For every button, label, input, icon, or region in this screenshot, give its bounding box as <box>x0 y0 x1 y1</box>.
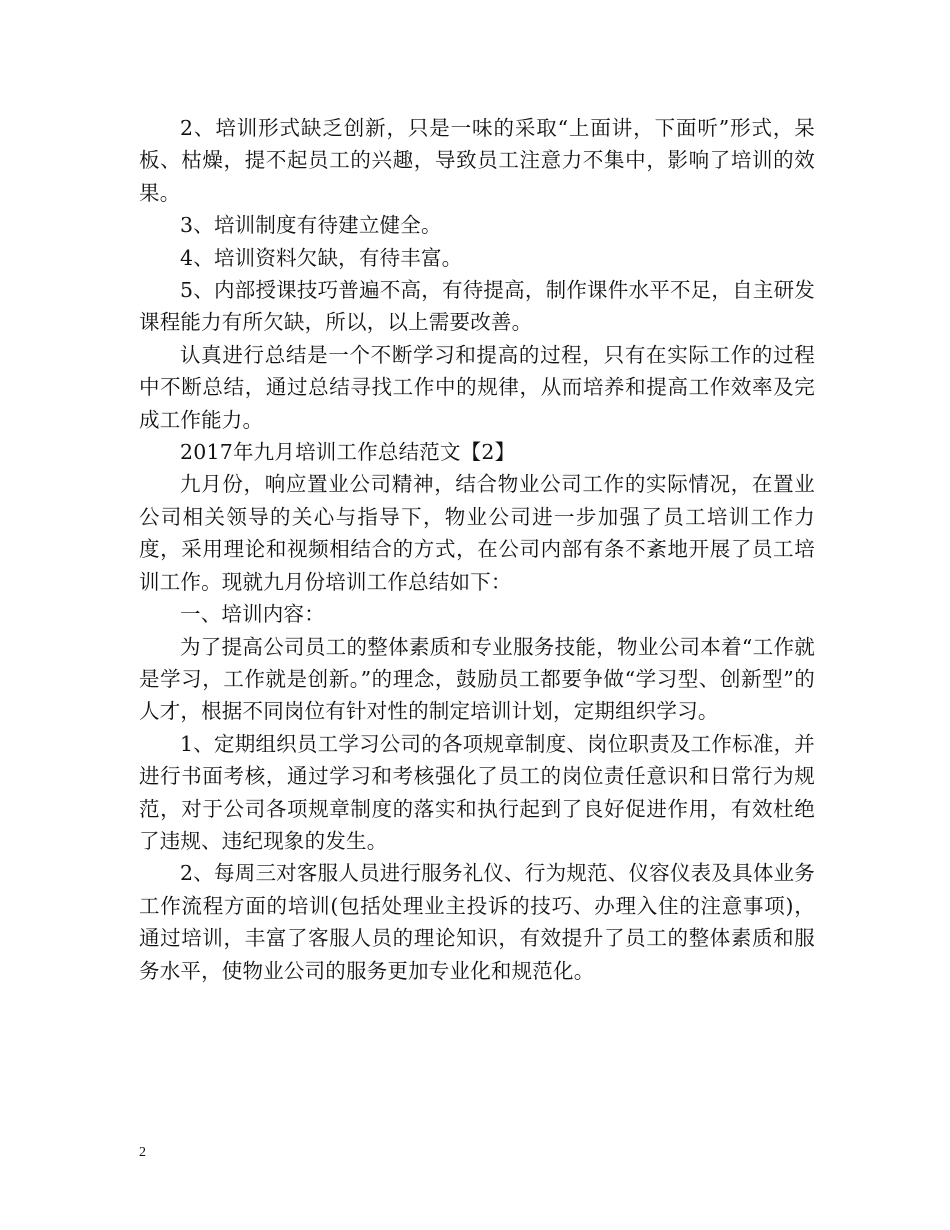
paragraph-issue-3: 3、培训制度有待建立健全。 <box>180 213 442 238</box>
paragraph-intro: 九月份，响应置业公司精神，结合物业公司工作的实际情况，在置业公司相关领导的关心与指导下，物业公司进一步加强了员工培训工作力度，采用理论和视频相结合的方式，在公司内部有条不紊地开展了员工培训工作。现就九月份培训工作总结如下： <box>139 472 815 594</box>
subheading-training-content: 一、培训内容： <box>180 602 325 627</box>
page-number: 2 <box>139 1145 146 1160</box>
document-body <box>139 112 815 987</box>
paragraph-training-item-1: 1、定期组织员工学习公司的各项规章制度、岗位职责及工作标准，并进行书面考核，通过学习和考核强化了员工的岗位责任意识和日常行为规范，对于公司各项规章制度的落实和执行起到了良好促进作用，有效杜绝了违规、违纪现象的发生。 <box>139 731 815 853</box>
paragraph-issue-5: 5、内部授课技巧普遍不高，有待提高，制作课件水平不足，自主研发课程能力有所欠缺，所以，以上需要改善。 <box>139 278 815 335</box>
paragraph-conclusion: 认真进行总结是一个不断学习和提高的过程，只有在实际工作的过程中不断总结，通过总结寻找工作中的规律，从而培养和提高工作效率及完成工作能力。 <box>139 342 815 432</box>
paragraph-training-item-2: 2、每周三对客服人员进行服务礼仪、行为规范、仪容仪表及具体业务工作流程方面的培训(包括处理业主投诉的技巧、办理入住的注意事项)，通过培训，丰富了客服人员的理论知识，有效提升了员工的整体素质和服务水平，使物业公司的服务更加专业化和规范化。 <box>139 861 815 983</box>
section-heading: 2017年九月培训工作总结范文【2】 <box>180 440 516 465</box>
paragraph-issue-2: 2、培训形式缺乏创新，只是一味的采取“上面讲，下面听”形式，呆板、枯燥，提不起员工的兴趣，导致员工注意力不集中，影响了培训的效果。 <box>139 116 815 205</box>
paragraph-training-goal: 为了提高公司员工的整体素质和专业服务技能，物业公司本着“工作就是学习，工作就是创新。”的理念，鼓励员工都要争做“学习型、创新型”的人才，根据不同岗位有针对性的制定培训计划，定期组织学习。 <box>139 634 815 724</box>
paragraph-issue-4: 4、培训资料欠缺，有待丰富。 <box>180 245 463 270</box>
